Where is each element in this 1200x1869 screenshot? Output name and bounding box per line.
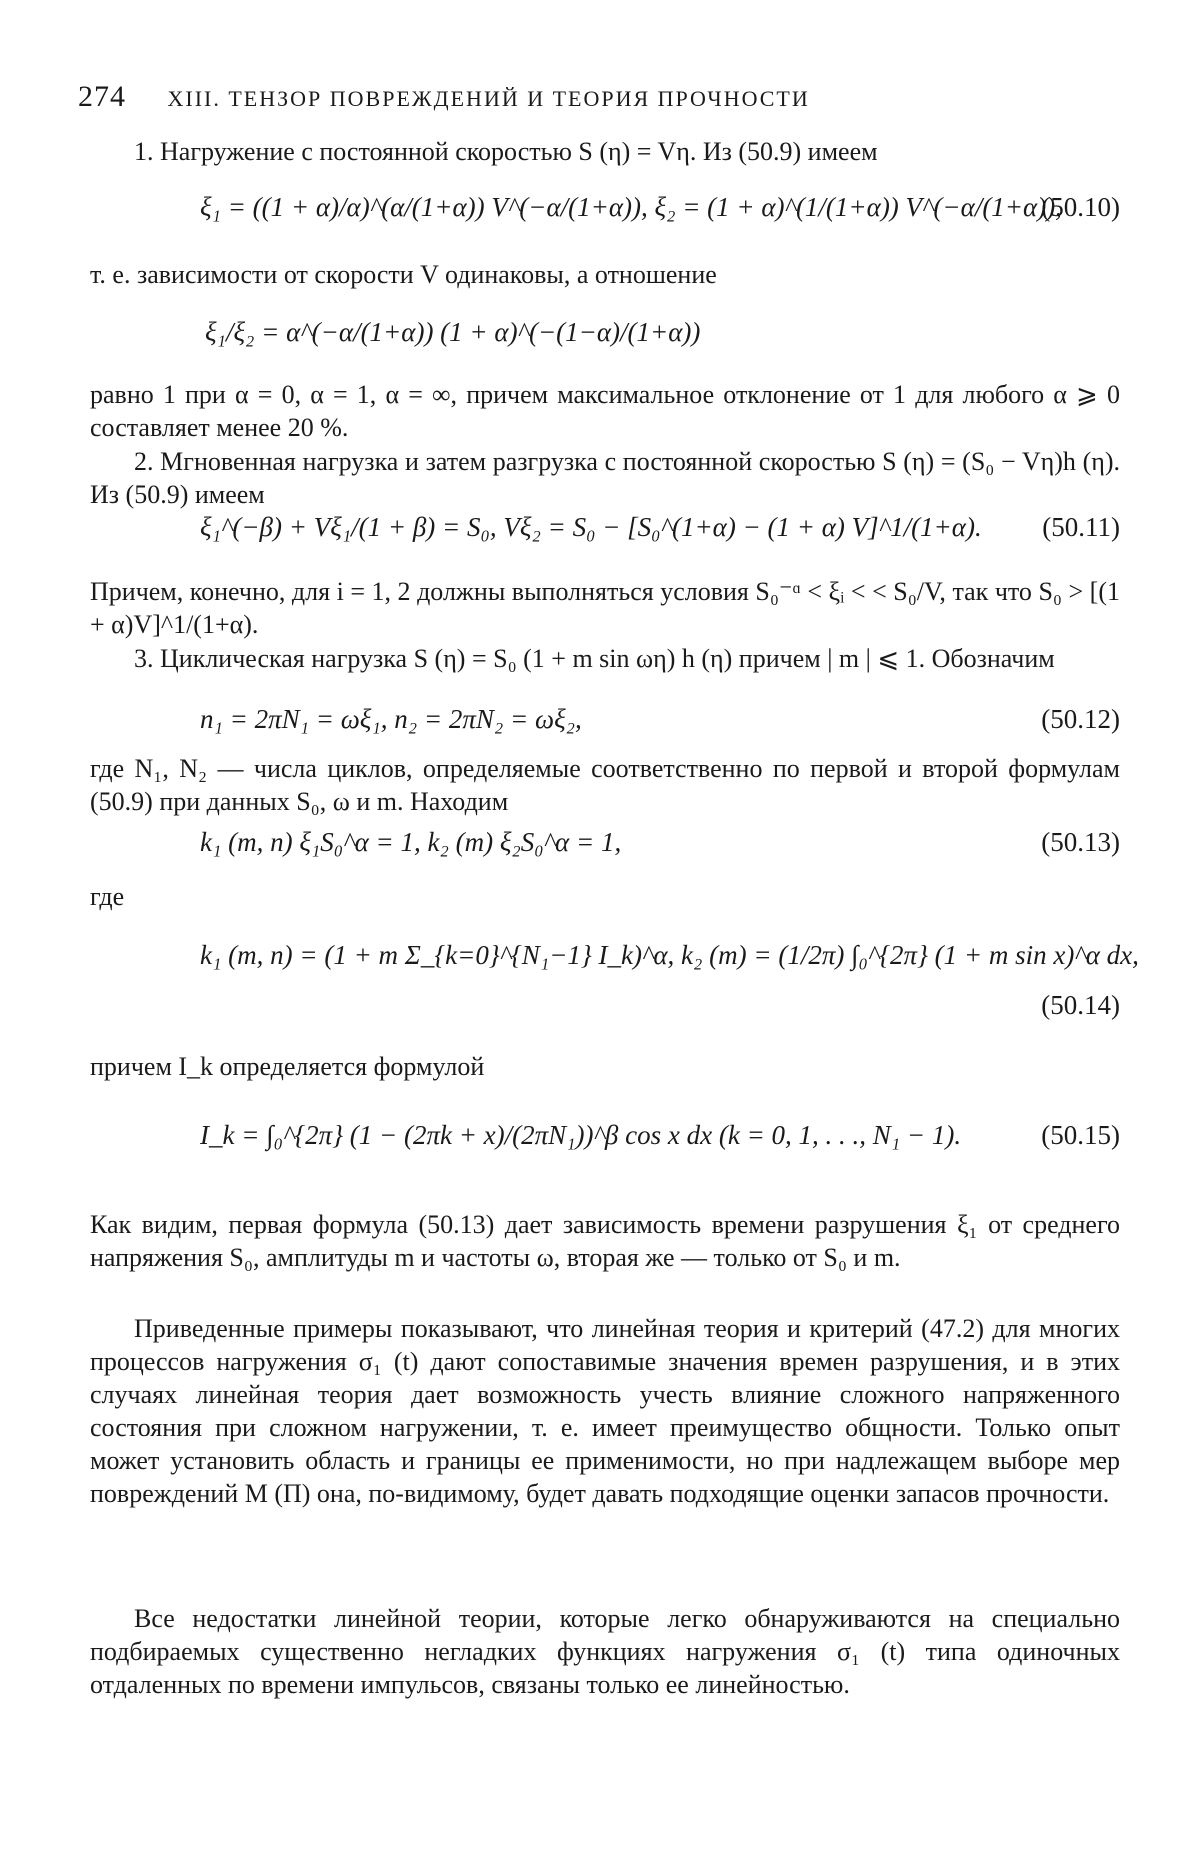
equation-50-12: n₁ = 2πN₁ = ωξ₁, n₂ = 2πN₂ = ωξ₂, (50.12)	[200, 704, 1120, 734]
equation-50-13: k₁ (m, n) ξ₁S₀^α = 1, k₂ (m) ξ₂S₀^α = 1, (50.13)	[200, 827, 1120, 857]
equation-50-14: k₁ (m, n) = (1 + m Σ_{k=0}^{N₁−1} I_k)^α, k₂ (m) = (1/2π) ∫₀^{2π} (1 + m sin x)^α dx, (50.14)	[200, 940, 1139, 1020]
paragraph-2: т. е. зависимости от скорости V одинаковы, а отношение	[90, 260, 717, 289]
paragraph-7: где N₁, N₂ — числа циклов, определяемые соответственно по первой и второй формулам (50.9) при данных S₀, ω и m. Находим	[90, 754, 1120, 816]
paragraph-5: Причем, конечно, для i = 1, 2 должны выполняться условия S₀⁻ᵅ < ξᵢ < < S₀/V, так что S₀ > [(1 + α)V]^1/(1+α).	[90, 577, 1120, 639]
equation-50-15: I_k = ∫₀^{2π} (1 − (2πk + x)/(2πN₁))^β cos x dx (k = 0, 1, . . ., N₁ − 1). (50.15)	[200, 1120, 1120, 1150]
paragraph-3: равно 1 при α = 0, α = 1, α = ∞, причем максимальное отклонение от 1 для любого α ⩾ 0 составляет менее 20 %.	[90, 380, 1120, 442]
running-title: XIII. ТЕНЗОР ПОВРЕЖДЕНИЙ И ТЕОРИЯ ПРОЧНОСТИ	[167, 86, 810, 111]
paragraph-12: Все недостатки линейной теории, которые легко обнаруживаются на специально подбираемых существенно негладких функциях нагружения σ₁ (t) типа одиночных отдаленных по времени импульсов, связаны только ее линейностью.	[90, 1604, 1120, 1699]
paragraph-1: 1. Нагружение с постоянной скоростью S (η) = Vη. Из (50.9) имеем	[134, 137, 878, 166]
page-header	[78, 80, 810, 114]
paragraph-10: Как видим, первая формула (50.13) дает зависимость времени разрушения ξ₁ от среднего напряжения S₀, амплитуды m и частоты ω, вторая же — только от S₀ и m.	[90, 1210, 1120, 1272]
paragraph-8: где	[90, 882, 125, 911]
page-number: 274	[78, 80, 126, 113]
paragraph-4: 2. Мгновенная нагрузка и затем разгрузка с постоянной скоростью S (η) = (S₀ − Vη)h (η). Из (50.9) имеем	[90, 447, 1120, 509]
paragraph-6: 3. Циклическая нагрузка S (η) = S₀ (1 + m sin ωη) h (η) причем | m | ⩽ 1. Обозначим	[134, 644, 1055, 673]
equation-ratio: ξ₁/ξ₂ = α^(−α/(1+α)) (1 + α)^(−(1−α)/(1+α))	[205, 317, 701, 347]
paragraph-9: причем I_k определяется формулой	[90, 1052, 485, 1081]
paragraph-11: Приведенные примеры показывают, что линейная теория и критерий (47.2) для многих процессов нагружения σ₁ (t) дают сопоставимые значения времен разрушения, и в этих случаях линейная теория дает возможность учесть влияние сложного напряженного состояния при сложном нагружении, т. е. имеет преимущество общности. Только опыт может установить область и границы ее применимости, но при надлежащем выборе мер повреждений M (П) она, по-видимому, будет давать подходящие оценки запасов прочности.	[90, 1314, 1120, 1508]
equation-50-10: ξ₁ = ((1 + α)/α)^(α/(1+α)) V^(−α/(1+α)), ξ₂ = (1 + α)^(1/(1+α)) V^(−α/(1+α)), (50.10)	[200, 192, 1120, 222]
equation-50-11: ξ₁^(−β) + Vξ₁/(1 + β) = S₀, Vξ₂ = S₀ − [S₀^(1+α) − (1 + α) V]^1/(1+α). (50.11)	[200, 512, 1120, 542]
